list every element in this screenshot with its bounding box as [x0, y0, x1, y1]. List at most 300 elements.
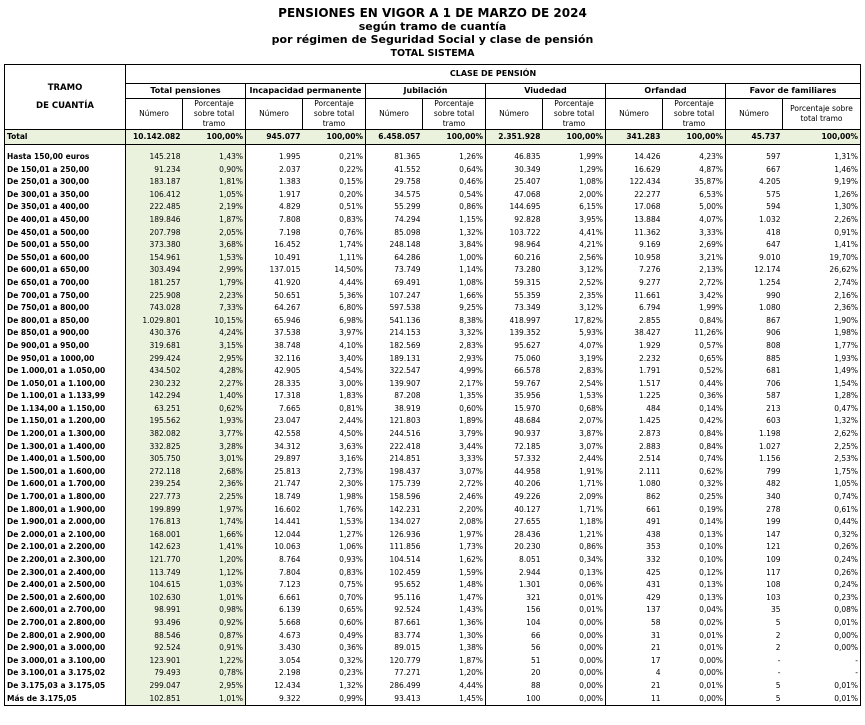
table-cell: 121	[726, 541, 783, 554]
total-cell: 341.283	[606, 130, 663, 145]
table-row	[5, 176, 861, 189]
table-cell: 1,53%	[339, 517, 363, 527]
table-cell: 0,24%	[783, 579, 861, 592]
table-cell: 89.015	[366, 642, 423, 655]
table-cell: 28.436	[486, 529, 543, 542]
table-cell: 1,53%	[579, 391, 603, 401]
row-label: De 1.150,01 a 1.200,00	[5, 415, 126, 428]
clase-header: CLASE DE PENSIÓN	[126, 65, 861, 84]
table-cell: 438	[606, 529, 663, 542]
table-cell: 59.767	[486, 378, 543, 391]
porcentaje-header: Porcentaje sobre total tramo	[303, 99, 366, 130]
table-cell: 111.856	[366, 541, 423, 554]
numero-header: Número	[126, 99, 183, 130]
table-cell: 4	[606, 667, 663, 680]
table-cell: 1,18%	[579, 517, 603, 527]
numero-header: Número	[606, 99, 663, 130]
table-cell: 1,99%	[579, 152, 603, 161]
table-cell: 575	[726, 189, 783, 202]
table-cell: 5	[726, 617, 783, 630]
table-cell: 35.956	[486, 390, 543, 403]
table-cell: 2,53%	[783, 453, 861, 466]
table-cell: 0,10%	[699, 542, 723, 552]
table-cell: 1.425	[606, 415, 663, 428]
table-cell: 1.080	[726, 302, 783, 315]
table-cell: 4,28%	[183, 365, 246, 378]
row-label: De 1.600,01 a 1.700,00	[5, 478, 126, 491]
table-cell: 1,41%	[783, 239, 861, 252]
table-cell: 0,00%	[579, 630, 603, 640]
table-cell: 1,79%	[183, 277, 246, 290]
table-row	[5, 428, 861, 441]
table-cell: 1,54%	[783, 378, 861, 391]
table-cell: 121.803	[366, 415, 423, 428]
table-cell: 1,93%	[183, 415, 246, 428]
table-cell: 134.027	[366, 516, 423, 529]
table-cell: 1,03%	[183, 579, 246, 592]
table-cell: 0,70%	[339, 592, 363, 602]
table-cell: 1.383	[246, 176, 303, 189]
table-cell: 0,86%	[579, 542, 603, 552]
table-cell: 176.813	[126, 516, 183, 529]
table-cell: 0,14%	[699, 403, 723, 413]
table-cell: 1,74%	[339, 240, 363, 250]
row-label: De 850,01 a 900,00	[5, 327, 126, 340]
table-cell: 72.185	[486, 441, 543, 454]
table-cell: 1,20%	[459, 668, 483, 678]
table-cell: 6.794	[606, 302, 663, 315]
table-row	[5, 365, 861, 378]
table-cell: 4,50%	[339, 429, 363, 439]
table-cell: 73.349	[486, 302, 543, 315]
table-cell: 1.791	[606, 365, 663, 378]
table-cell: 109	[726, 554, 783, 567]
group-header: Jubilación	[366, 84, 486, 99]
table-cell: 0,32%	[699, 479, 723, 489]
table-cell: 1,08%	[459, 277, 483, 287]
table-cell: 49.226	[486, 491, 543, 504]
table-cell: 1,48%	[459, 580, 483, 590]
table-cell: 1,28%	[783, 390, 861, 403]
table-cell: 1,59%	[459, 567, 483, 577]
table-cell: 0,10%	[699, 555, 723, 564]
table-cell: 0,57%	[699, 340, 723, 350]
table-cell: 1,35%	[459, 391, 483, 401]
table-cell: 1,05%	[183, 189, 246, 202]
table-row	[5, 415, 861, 428]
row-label: De 1.700,01 a 1.800,00	[5, 491, 126, 504]
table-cell: 4,44%	[339, 277, 363, 287]
pensions-table	[4, 64, 861, 706]
table-cell: 0,62%	[183, 403, 246, 416]
table-cell: 183.187	[126, 176, 183, 189]
table-row	[5, 617, 861, 630]
total-cell: 100,00%	[783, 130, 861, 145]
table-cell: 16.452	[246, 239, 303, 252]
table-cell: 1,93%	[783, 353, 861, 366]
table-cell: 0,68%	[579, 403, 603, 413]
table-cell: 1,27%	[339, 529, 363, 539]
table-cell: 4.205	[726, 176, 783, 189]
table-cell: 41.552	[366, 164, 423, 177]
table-cell: 1,45%	[423, 693, 486, 706]
table-cell: 1,30%	[459, 630, 483, 640]
table-cell: 103	[726, 592, 783, 605]
table-row	[5, 592, 861, 605]
table-cell: 1,26%	[459, 152, 483, 161]
table-cell: 1,74%	[183, 516, 246, 529]
table-cell: 156	[486, 604, 543, 617]
table-cell: 3,33%	[699, 227, 723, 237]
table-cell: 1,62%	[459, 555, 483, 564]
table-cell: 2,25%	[183, 491, 246, 504]
table-cell: 0,01%	[579, 605, 603, 615]
row-label: De 2.300,01 a 2.400,00	[5, 567, 126, 580]
table-cell: 1,06%	[339, 542, 363, 552]
table-cell: 17.068	[606, 201, 663, 214]
table-cell: 2,35%	[579, 290, 603, 300]
table-cell: 29.897	[246, 453, 303, 466]
row-label: De 1.000,01 a 1.050,00	[5, 365, 126, 378]
table-cell: 0,34%	[579, 555, 603, 564]
table-header	[5, 65, 861, 130]
table-cell: 5.668	[246, 617, 303, 630]
table-cell: 3,95%	[579, 214, 603, 224]
table-cell: 4,99%	[459, 366, 483, 376]
table-cell: 808	[726, 340, 783, 353]
table-cell: 2.514	[606, 453, 663, 466]
table-cell: 35,87%	[694, 177, 723, 187]
table-cell: 1,99%	[699, 303, 723, 313]
table-cell: 139.352	[486, 327, 543, 340]
row-label: De 2.900,01 a 3.000,00	[5, 642, 126, 655]
table-cell: 154.961	[126, 252, 183, 265]
table-cell: 3,42%	[699, 290, 723, 300]
table-cell: 48.684	[486, 415, 543, 428]
table-cell: 2,36%	[183, 478, 246, 491]
table-cell: 74.294	[366, 214, 423, 227]
table-row	[5, 579, 861, 592]
table-cell: 37.538	[246, 327, 303, 340]
table-row	[5, 239, 861, 252]
table-cell: 3,33%	[459, 454, 483, 464]
table-cell: 9.277	[606, 277, 663, 290]
row-label: De 3.175,03 a 3.175,05	[5, 680, 126, 693]
total-cell: 100,00%	[663, 130, 726, 145]
table-cell: 587	[726, 390, 783, 403]
table-cell: 10.491	[246, 252, 303, 265]
table-cell: 2,07%	[579, 416, 603, 426]
table-cell: 12.044	[246, 529, 303, 542]
table-cell: 2,44%	[339, 416, 363, 426]
table-cell: 482	[726, 478, 783, 491]
table-cell: 32.116	[246, 353, 303, 366]
table-cell: 0,13%	[699, 529, 723, 539]
table-cell: 1.225	[606, 390, 663, 403]
table-cell: 2,99%	[183, 264, 246, 277]
table-cell: 0,84%	[699, 441, 723, 451]
table-cell: 0,00%	[579, 655, 603, 665]
table-cell: 225.908	[126, 290, 183, 303]
table-cell: 1.929	[606, 340, 663, 353]
table-cell: 2,23%	[183, 290, 246, 303]
table-cell: 0,20%	[339, 189, 363, 199]
table-cell: 373.380	[126, 239, 183, 252]
table-cell: 104.615	[126, 579, 183, 592]
table-cell: 2,95%	[183, 680, 246, 693]
table-cell: 7.665	[246, 403, 303, 416]
table-cell: 14.441	[246, 516, 303, 529]
table-cell: 299.424	[126, 353, 183, 366]
table-cell: 2,73%	[339, 466, 363, 476]
table-cell: 0,84%	[699, 429, 723, 439]
row-label: De 450,01 a 500,00	[5, 227, 126, 240]
table-cell: 214.851	[366, 453, 423, 466]
table-cell: 25.407	[486, 176, 543, 189]
table-cell: 3,40%	[339, 353, 363, 363]
table-cell: 17,82%	[574, 315, 603, 325]
group-header: Total pensiones	[126, 84, 246, 99]
table-cell: 5,36%	[339, 290, 363, 300]
table-cell: 107.247	[366, 290, 423, 303]
table-cell: 0,44%	[783, 516, 861, 529]
table-cell: 1.301	[486, 579, 543, 592]
table-cell: 862	[606, 491, 663, 504]
table-cell: 299.047	[126, 680, 183, 693]
table-cell: 38.748	[246, 340, 303, 353]
table-cell: 9,19%	[783, 176, 861, 189]
group-header: Incapacidad permanente	[246, 84, 366, 99]
table-cell: 137.015	[246, 264, 303, 277]
table-cell: 0,99%	[303, 693, 366, 706]
table-cell: 2.111	[606, 466, 663, 479]
table-cell: 98.964	[486, 239, 543, 252]
table-cell: 2,56%	[579, 252, 603, 262]
total-cell: 2.351.928	[486, 130, 543, 145]
table-cell: 4,10%	[339, 340, 363, 350]
report-subtitle-1: según tramo de cuantía	[358, 20, 507, 33]
table-cell: 50.651	[246, 290, 303, 303]
table-cell: -	[726, 667, 783, 680]
table-cell: 38.919	[366, 403, 423, 416]
table-cell: 20.230	[486, 541, 543, 554]
table-cell: 4.829	[246, 201, 303, 214]
table-cell: 198.437	[366, 466, 423, 479]
table-cell: 1,98%	[339, 492, 363, 502]
table-cell: 1,05%	[783, 478, 861, 491]
table-cell: 0,13%	[699, 592, 723, 602]
table-cell: 0,36%	[699, 391, 723, 401]
table-cell: 0,01%	[783, 693, 861, 706]
table-cell: 0,15%	[339, 177, 363, 187]
table-cell: 65.946	[246, 315, 303, 328]
table-cell: 2,16%	[783, 290, 861, 303]
table-cell: 1,97%	[183, 504, 246, 517]
table-cell: 1,89%	[459, 416, 483, 426]
table-cell: 1,21%	[579, 529, 603, 539]
table-cell: 0,00%	[783, 642, 861, 655]
total-cell: 100,00%	[423, 130, 486, 145]
table-cell: 0,32%	[339, 655, 363, 665]
table-row	[5, 453, 861, 466]
table-cell: 0,65%	[699, 353, 723, 363]
table-cell: 104	[486, 617, 543, 630]
numero-header: Número	[366, 99, 423, 130]
table-cell: 332.825	[126, 441, 183, 454]
table-cell: 3,28%	[183, 441, 246, 454]
table-cell: 66	[486, 630, 543, 643]
table-cell: 147	[726, 529, 783, 542]
table-cell: 2.198	[246, 667, 303, 680]
table-cell: 120.779	[366, 655, 423, 668]
table-cell: 272.118	[126, 466, 183, 479]
table-cell: 2,20%	[459, 504, 483, 514]
table-cell: 81.365	[366, 151, 423, 164]
table-cell: 2,83%	[459, 340, 483, 350]
table-cell: 286.499	[366, 680, 423, 693]
table-cell: 227.773	[126, 491, 183, 504]
table-row	[5, 604, 861, 617]
table-cell: 2,30%	[339, 479, 363, 489]
table-cell: 0,00%	[543, 693, 606, 706]
table-cell: 6,80%	[339, 303, 363, 313]
table-cell: 1,66%	[183, 529, 246, 542]
table-cell: 418	[726, 227, 783, 240]
table-cell: 319.681	[126, 340, 183, 353]
table-cell: 597	[726, 151, 783, 164]
table-cell: 7.808	[246, 214, 303, 227]
row-label: De 300,01 a 350,00	[5, 189, 126, 202]
table-cell: 0,00%	[579, 617, 603, 627]
table-cell: 1,77%	[783, 340, 861, 353]
table-cell: 3,77%	[183, 428, 246, 441]
table-cell: 9.010	[726, 252, 783, 265]
table-cell: 594	[726, 201, 783, 214]
table-cell: 2,44%	[579, 454, 603, 464]
table-cell: 4,54%	[339, 366, 363, 376]
table-cell: 95.652	[366, 579, 423, 592]
table-cell: 0,62%	[699, 466, 723, 476]
table-cell: 0,22%	[339, 164, 363, 174]
table-cell: 34.575	[366, 189, 423, 202]
table-row	[5, 529, 861, 542]
table-cell: 3,44%	[459, 441, 483, 451]
table-cell: 3.054	[246, 655, 303, 668]
table-cell: 0,60%	[339, 617, 363, 627]
row-label: De 2.400,01 a 2.500,00	[5, 579, 126, 592]
table-cell: 0,65%	[339, 605, 363, 615]
table-cell: 322.547	[366, 365, 423, 378]
table-cell: 23.047	[246, 415, 303, 428]
table-row	[5, 315, 861, 328]
table-cell: 0,76%	[339, 227, 363, 237]
table-cell: 4,41%	[579, 227, 603, 237]
porcentaje-header: Porcentaje sobre total tramo	[183, 99, 246, 130]
table-row	[5, 164, 861, 177]
table-cell: 181.257	[126, 277, 183, 290]
table-cell: 25.813	[246, 466, 303, 479]
table-cell: 0,60%	[459, 403, 483, 413]
table-cell: 0,26%	[783, 541, 861, 554]
row-label: De 650,01 a 700,00	[5, 277, 126, 290]
table-cell: 3,07%	[579, 441, 603, 451]
table-cell: 95.627	[486, 340, 543, 353]
table-cell: 26,62%	[783, 264, 861, 277]
table-cell: 867	[726, 315, 783, 328]
table-cell: 1,46%	[783, 164, 861, 177]
table-cell: 0,08%	[783, 604, 861, 617]
table-cell: 7.198	[246, 227, 303, 240]
table-cell: 0,64%	[459, 164, 483, 174]
table-cell: 2,72%	[459, 479, 483, 489]
table-cell: 3,97%	[339, 328, 363, 338]
table-cell: 2,72%	[699, 277, 723, 287]
table-cell: 222.418	[366, 441, 423, 454]
table-cell: -	[783, 655, 861, 668]
table-cell: 3,21%	[699, 252, 723, 262]
row-label: De 1.200,01 a 1.300,00	[5, 428, 126, 441]
table-cell: 0,91%	[183, 642, 246, 655]
table-cell: 0,91%	[783, 227, 861, 240]
table-cell: 21	[606, 680, 663, 693]
table-cell: 661	[606, 504, 663, 517]
row-label: De 1.300,01 a 1.400,00	[5, 441, 126, 454]
table-cell: 1,36%	[459, 617, 483, 627]
table-cell: 9.322	[246, 693, 303, 706]
row-label: De 950,01 a 1000,00	[5, 353, 126, 366]
table-cell: 14.426	[606, 151, 663, 164]
table-row	[5, 340, 861, 353]
table-cell: 2,09%	[579, 492, 603, 502]
table-cell: 7,33%	[183, 302, 246, 315]
table-cell: 0,42%	[699, 416, 723, 426]
table-cell: 0,02%	[699, 617, 723, 627]
total-cell: 100,00%	[303, 130, 366, 145]
table-row	[5, 353, 861, 366]
table-row	[5, 378, 861, 391]
table-cell: 15.970	[486, 403, 543, 416]
table-cell: 11.661	[606, 290, 663, 303]
table-cell: 0,74%	[699, 454, 723, 464]
porcentaje-header: Porcentaje sobre total tramo	[543, 99, 606, 130]
table-cell: 42.905	[246, 365, 303, 378]
table-cell: 2,52%	[579, 277, 603, 287]
table-cell: 0,87%	[183, 630, 246, 643]
table-cell: 88	[486, 680, 543, 693]
table-cell: 5,00%	[699, 202, 723, 212]
table-row	[5, 290, 861, 303]
row-label: De 550,01 a 600,00	[5, 252, 126, 265]
table-cell: 3,07%	[459, 466, 483, 476]
table-cell: 38.427	[606, 327, 663, 340]
table-cell: 1,66%	[459, 290, 483, 300]
table-cell: 1,76%	[339, 504, 363, 514]
tramo-header-label: TRAMO DE CUANTÍA	[36, 83, 94, 111]
table-cell: 0,23%	[783, 592, 861, 605]
row-label: De 350,01 a 400,00	[5, 201, 126, 214]
table-cell: 1.198	[726, 428, 783, 441]
table-cell: 44.958	[486, 466, 543, 479]
table-cell: 0,86%	[459, 202, 483, 212]
table-cell: 29.758	[366, 176, 423, 189]
table-cell: 1,75%	[783, 466, 861, 479]
table-cell: 2,69%	[699, 240, 723, 250]
table-cell: 11,26%	[694, 328, 723, 338]
porcentaje-header: Porcentaje sobre total tramo	[663, 99, 726, 130]
table-cell: 681	[726, 365, 783, 378]
table-cell: 158.596	[366, 491, 423, 504]
table-cell: 1,08%	[579, 177, 603, 187]
